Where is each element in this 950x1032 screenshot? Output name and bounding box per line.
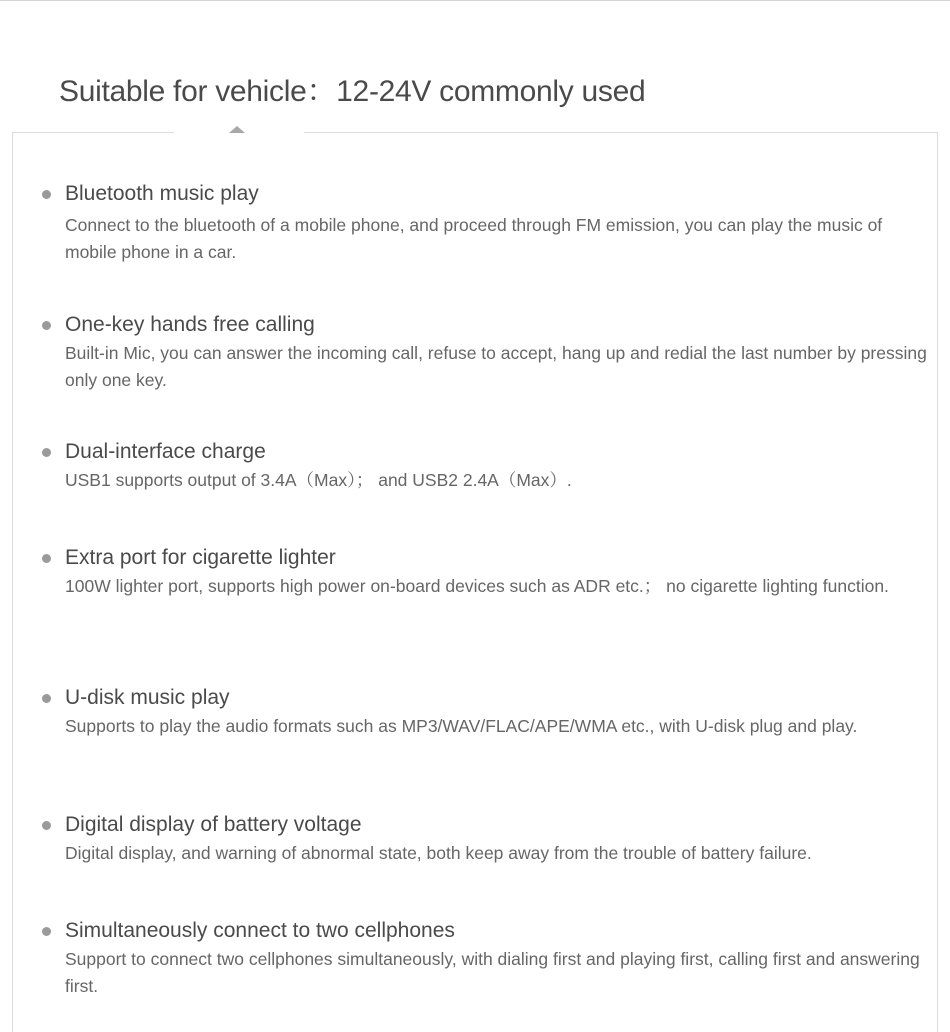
bullet-icon: [42, 821, 51, 830]
feature-title: Extra port for cigarette lighter: [65, 546, 336, 569]
bullet-icon: [42, 321, 51, 330]
panel-top-border-right: [304, 132, 938, 133]
feature-description: Connect to the bluetooth of a mobile phone, and proceed through FM emission, you can play the music of mobile phone in a car.: [65, 215, 883, 262]
feature-title: Bluetooth music play: [65, 182, 259, 205]
feature-description: USB1 supports output of 3.4A（Max）； and USB2 2.4A（Max）.: [65, 470, 572, 490]
feature-item-hands-free-calling: [42, 311, 937, 394]
feature-title: One-key hands free calling: [65, 313, 315, 336]
panel-top-border-left: [12, 132, 174, 133]
feature-item-two-cellphones: [42, 917, 937, 1000]
caret-up-icon: [229, 126, 245, 133]
feature-item-bluetooth-music: [42, 180, 937, 266]
feature-title: Dual-interface charge: [65, 440, 266, 463]
feature-item-u-disk-music: [42, 684, 937, 740]
page-title: Suitable for vehicle：12-24V commonly used: [59, 75, 646, 108]
feature-item-dual-interface-charge: [42, 438, 937, 494]
feature-item-cigarette-lighter: [42, 544, 937, 600]
feature-description: Support to connect two cellphones simultaneously, with dialing first and playing first, calling first and answering first.: [65, 949, 920, 996]
feature-item-battery-voltage: [42, 811, 937, 867]
bullet-icon: [42, 927, 51, 936]
bullet-icon: [42, 554, 51, 563]
feature-description: Digital display, and warning of abnormal state, both keep away from the trouble of battery failure.: [65, 843, 812, 863]
bullet-icon: [42, 694, 51, 703]
feature-title: U-disk music play: [65, 686, 230, 709]
feature-title: Simultaneously connect to two cellphones: [65, 919, 455, 942]
feature-description: Built-in Mic, you can answer the incoming call, refuse to accept, hang up and redial the last number by pressing only one key.: [65, 343, 927, 390]
bullet-icon: [42, 190, 51, 199]
feature-description: Supports to play the audio formats such as MP3/WAV/FLAC/APE/WMA etc., with U-disk plug and play.: [65, 716, 858, 736]
top-divider: [0, 0, 950, 1]
bullet-icon: [42, 448, 51, 457]
feature-title: Digital display of battery voltage: [65, 813, 362, 836]
feature-description: 100W lighter port, supports high power on-board devices such as ADR etc.； no cigarette lighting function.: [65, 576, 889, 596]
